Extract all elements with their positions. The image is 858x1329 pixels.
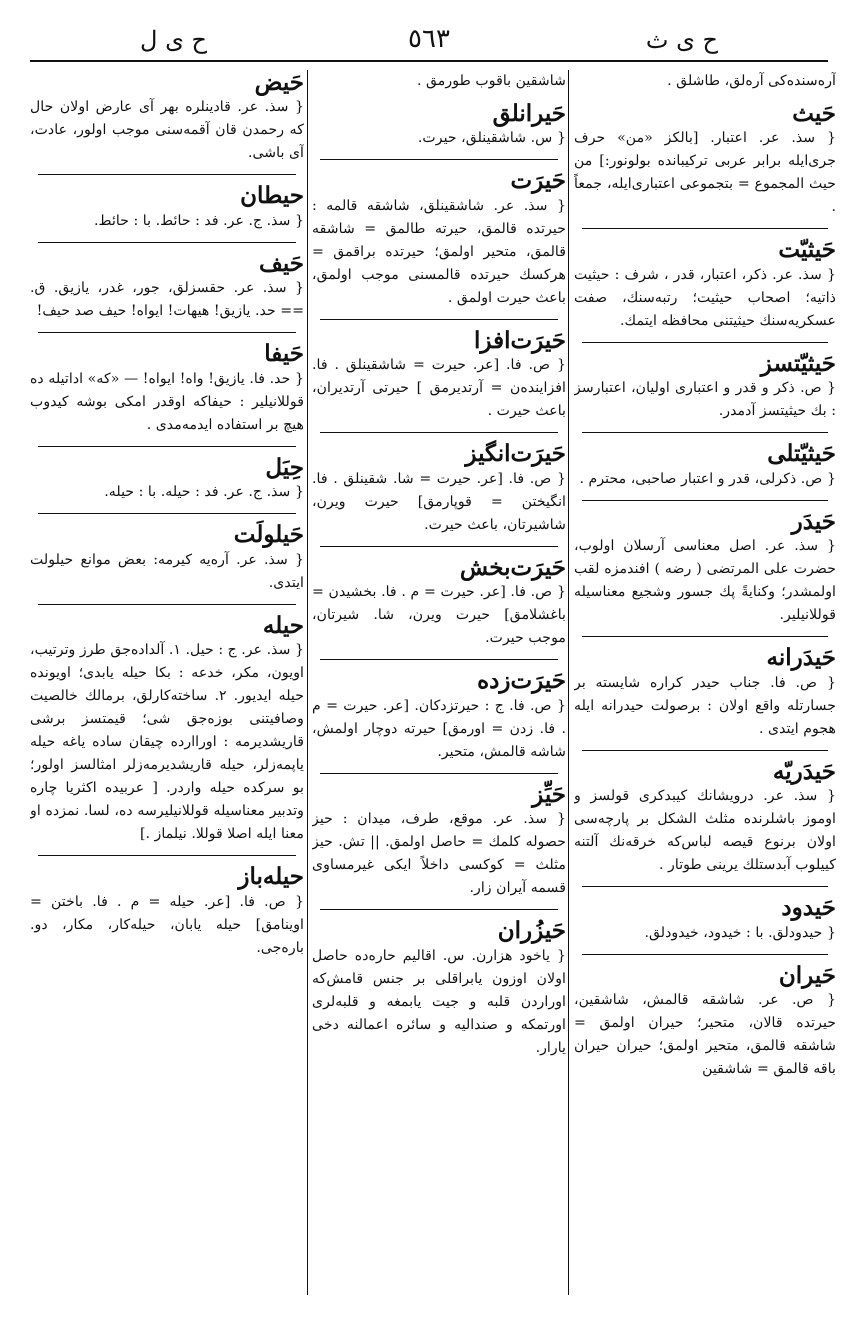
entry-headword: حَيرَت‌زده: [477, 667, 566, 695]
entry-definition: { سذ. عر. شاشقينلق، شاشقه قالمه : حيرتده قالمق، حيرته طالمق = شاشقه قالمق، متحير اولمق؛ حيرتده براقمق = هركسك حيرتده قالمسنى موجب اولمق، باعث حيرت اولمق .: [312, 197, 566, 306]
entry-headword: حيطان: [240, 182, 304, 210]
entry-definition: { سذ. ج. عر. فد : حيله. با : حيله.: [104, 484, 304, 501]
continuation-text: آره‌سنده‌كى آره‌لق، طاشلق .: [667, 73, 836, 89]
entry-headword: حَيدَريّه: [772, 757, 836, 785]
column-divider: [568, 70, 569, 1295]
entry-definition: { سذ. عر. قادينلره بهر آى عارض اولان حال كه رحمدن قان آقمه‌سنى موجب اولور، عادت، آى باشى.: [30, 99, 304, 162]
entry-definition: { ياخود هزارن. س. اقاليم حاره‌ده حاصل اولان اوزون يابراقلى بر جنس قامش‌كه اوراردن قلبه و جيت يابمغه و قلبه‌لرى اورتمكه و صنداليه و سائره اعمالنه دخى يارار.: [312, 947, 566, 1056]
dictionary-entry: [574, 645, 836, 740]
entry-separator: [582, 750, 828, 751]
entry-headword: حَيرَت‌افزا: [474, 326, 566, 354]
entry-separator: [38, 604, 296, 605]
entry-definition: { ص. فا. جناب حيدر كراره شايسته بر جسارتله واقع اولان : برصولت حيدرانه ايله هجوم ايتدى .: [574, 674, 836, 737]
entry-headword: حَيرانلق: [492, 100, 566, 127]
entry-headword: حَيثيّتلى: [767, 440, 836, 468]
entry-separator: [38, 513, 296, 514]
entry-definition: { سذ. ج. عر. فد : حائط. با : حائط.: [93, 212, 304, 229]
entry-definition: { سذ. عر. موقع، طرف، ميدان : حيز حصوله كلمك = حاصل اولمق. || تش. حيز مثلث = كوكسى داخلاً ايكى غيرمساوى قسمه آيران زار.: [312, 811, 566, 897]
entry-separator: [582, 228, 828, 229]
entry-definition: { ص. فا. [عر. حيرت = شا. شقينلق . فا. انگيختن = قوپارمق] حيرت ويرن، شاشيرتان، باعث حيرت.: [312, 470, 566, 533]
continuation-text: شاشقين باقوب طورمق .: [416, 73, 566, 89]
dictionary-entry: [312, 918, 566, 1059]
entry-headword: حَيلولَت: [233, 521, 304, 549]
header-right-letters: ح ى ث: [645, 26, 718, 54]
dictionary-entry: [312, 555, 566, 650]
page-header: [30, 18, 828, 58]
entry-separator: [38, 242, 296, 243]
entry-separator: [582, 500, 828, 501]
entry-definition: { ص. ذكرلى، قدر و اعتبار صاحبى، محترم .: [579, 470, 836, 487]
entry-headword: حَيرَت‌انگيز: [465, 440, 566, 468]
entry-headword: حَيثيّتسز: [760, 349, 836, 377]
entry-definition: { حيدودلق. با : خيدود، خيدودلق.: [644, 924, 836, 941]
entry-definition: { س. شاشقينلق، حيرت.: [417, 130, 566, 147]
column-right: [574, 70, 836, 1300]
dictionary-entry: [30, 183, 304, 232]
entry-separator: [320, 546, 558, 547]
dictionary-entry: [30, 522, 304, 594]
entry-separator: [320, 659, 558, 660]
entry-headword: حيله: [262, 611, 304, 639]
entry-definition: { سذ. عر. اعتبار. [بالكز «من» حرف جرى‌ايله برابر عربى تركيبانده بولونور:] من حيث المجموع = بتجموعى اعتبارى‌ايله، جمعاً .: [574, 130, 836, 216]
entry-headword: حَيفا: [264, 340, 304, 368]
entry-definition: { ص. فا. [عر. حيرت = م . فا. بخشيدن = باغشلامق] حيرت ويرن، شا. شيرتان، موجب حيرت.: [312, 584, 566, 647]
entry-headword: حَيدَر: [791, 507, 836, 535]
entry-definition: { ص. ذكر و قدر و اعتبارى اوليان، اعتبارسز : بك حيثيتسز آدمدر.: [574, 380, 836, 420]
dictionary-entry: [574, 351, 836, 423]
dictionary-entry: [30, 341, 304, 436]
column-left: [30, 70, 304, 1300]
entry-separator: [582, 432, 828, 433]
dictionary-entry: [30, 613, 304, 846]
dictionary-entry: [30, 70, 304, 165]
entry-separator: [38, 855, 296, 856]
entry-definition: { ص. فا. [عر. حيرت = شاشقينلق . فا. افزاينده‌ن = آرتديرمق ] حيرتى آرتديران، باعث حيرت .: [312, 357, 566, 420]
dictionary-entry: [312, 782, 566, 900]
dictionary-entry: [30, 455, 304, 504]
entry-separator: [38, 174, 296, 175]
dictionary-entry: [574, 237, 836, 332]
entry-headword: حَيدود: [781, 894, 836, 922]
entry-headword: حَيرَت: [510, 167, 566, 195]
entry-headword: حَيثيّت: [778, 236, 836, 264]
entry-separator: [38, 332, 296, 333]
entry-headword: حيله‌باز: [238, 863, 304, 891]
entry-headword: حَيزُران: [497, 917, 566, 945]
entry-definition: { سذ. عر. درويشانك كيبدكرى قولسز و اوموز باشلرنده مثلث الشكل بر پارچه‌سى اولان برنوع قيصه لباس‌كه خرقه‌نك آلتنه كييلوب آبدستلك يرينى طوتار .: [574, 788, 836, 874]
entry-headword: حَيض: [254, 70, 304, 96]
dictionary-entry: [312, 328, 566, 423]
entry-definition: { سذ. عر. ذكر، اعتبار، قدر ، شرف : حيثيت ذاتيه؛ اصحاب حيثيت؛ رتبه‌سنك، صفت عسكريه‌سنك حيثيتنى محافظه ايتمك.: [574, 266, 836, 329]
column-divider: [307, 70, 308, 1295]
entry-definition: { حد. فا. يازيق! واه! ايواه! — «كه» اداتيله ده قوللانيلير : حيفاكه اوقدر امكى بوشه كيدوب هيچ بر استفاده ايدمه‌مدى .: [30, 370, 304, 433]
entry-separator: [582, 954, 828, 955]
page-number: ٥٦٣: [408, 24, 450, 54]
dictionary-entry: [574, 963, 836, 1081]
dictionary-entry: [312, 668, 566, 763]
header-rule: [30, 60, 828, 62]
dictionary-entry: [574, 441, 836, 490]
entry-separator: [582, 636, 828, 637]
dictionary-entry: [574, 895, 836, 944]
entry-separator: [582, 886, 828, 887]
entry-separator: [320, 432, 558, 433]
entry-headword: حَيرَت‌بخش: [459, 553, 566, 581]
dictionary-entry: [30, 251, 304, 323]
dictionary-entry: [312, 168, 566, 309]
entry-separator: [320, 909, 558, 910]
column-middle: [312, 70, 566, 1300]
entry-definition: { ص. عر. شاشقه قالمش، شاشقين، حيرتده قالان، متحير؛ حيران اولمق = شاشقه قالمق، متحير اولمق؛ حيران حيران باقه قالمق = شاشقين: [574, 991, 836, 1077]
entry-definition: { ص. فا. [عر. حيله = م . فا. باختن = اوينامق] حيله يابان، حيله‌كار، مكار، دو. باره‌جى.: [30, 893, 304, 956]
dictionary-entry: [312, 441, 566, 536]
entry-separator: [582, 342, 828, 343]
header-left-letters: ح ى ل: [140, 26, 207, 54]
dictionary-entry: [574, 101, 836, 219]
entry-definition: { سذ. عر. اصل معناسى آرسلان اولوب، حضرت على المرتضى ( رضه ) افندمزه لقب اولمشدر؛ وكنايةً پك جسور وشجيع معناسيله قوللانيلير.: [574, 538, 836, 624]
entry-separator: [320, 319, 558, 320]
entry-separator: [320, 773, 558, 774]
entry-headword: حَيف: [259, 249, 304, 277]
dictionary-entry: [574, 759, 836, 877]
entry-headword: حَيث: [792, 100, 836, 127]
entry-headword: حَيِّز: [532, 780, 566, 808]
entry-headword: حَيران: [778, 961, 836, 989]
entry-separator: [320, 159, 558, 160]
dictionary-entry: [574, 509, 836, 627]
entry-definition: { سذ. عر. حقسزلق، جور، غدر، يازيق. ق. == حد. يازيق! هيهات! ايواه! حيف صد حيف!: [30, 280, 304, 320]
entry-headword: حَيدَرانه: [766, 644, 836, 672]
entry-definition: { سذ. عر. ج : حيل. ١. آلدادەجق طرز وترتيب، اويون، مكر، خدعه : بكا حيله يابدى؛ اويونده حيله ايديور. ٢. ساخته‌كارلق، برمالك خالصيت وصافيتنى بوزەجق شى؛ قيمتسز برشى قاريشديرمه : اوراارده چيقان ساده ياغه حيله ياپمه‌زلر، حيله قاريشديرمه‌زلر امثالسز اولور؛ بو سركده حيله واردر. [ عربيده اكثريا چاره وتدبير معناسيله قوللانيليرسه ده، لسا. نمزده او معنا ايله اصلا قوللا. نيلماز .]: [30, 642, 304, 843]
dictionary-entry: [30, 864, 304, 959]
entry-headword: حِيَل: [265, 453, 304, 481]
entry-definition: { ص. فا. ج : حيرتزدكان. [عر. حيرت = م . فا. زدن = اورمق] حيرته دوچار اولمش، شاشه قالمش، متحير.: [312, 697, 566, 760]
entry-separator: [38, 446, 296, 447]
entry-definition: { سذ. عر. آره‌يه كيرمه: بعض موانع حيلولت ايتدى.: [30, 551, 304, 591]
dictionary-entry: [312, 101, 566, 150]
